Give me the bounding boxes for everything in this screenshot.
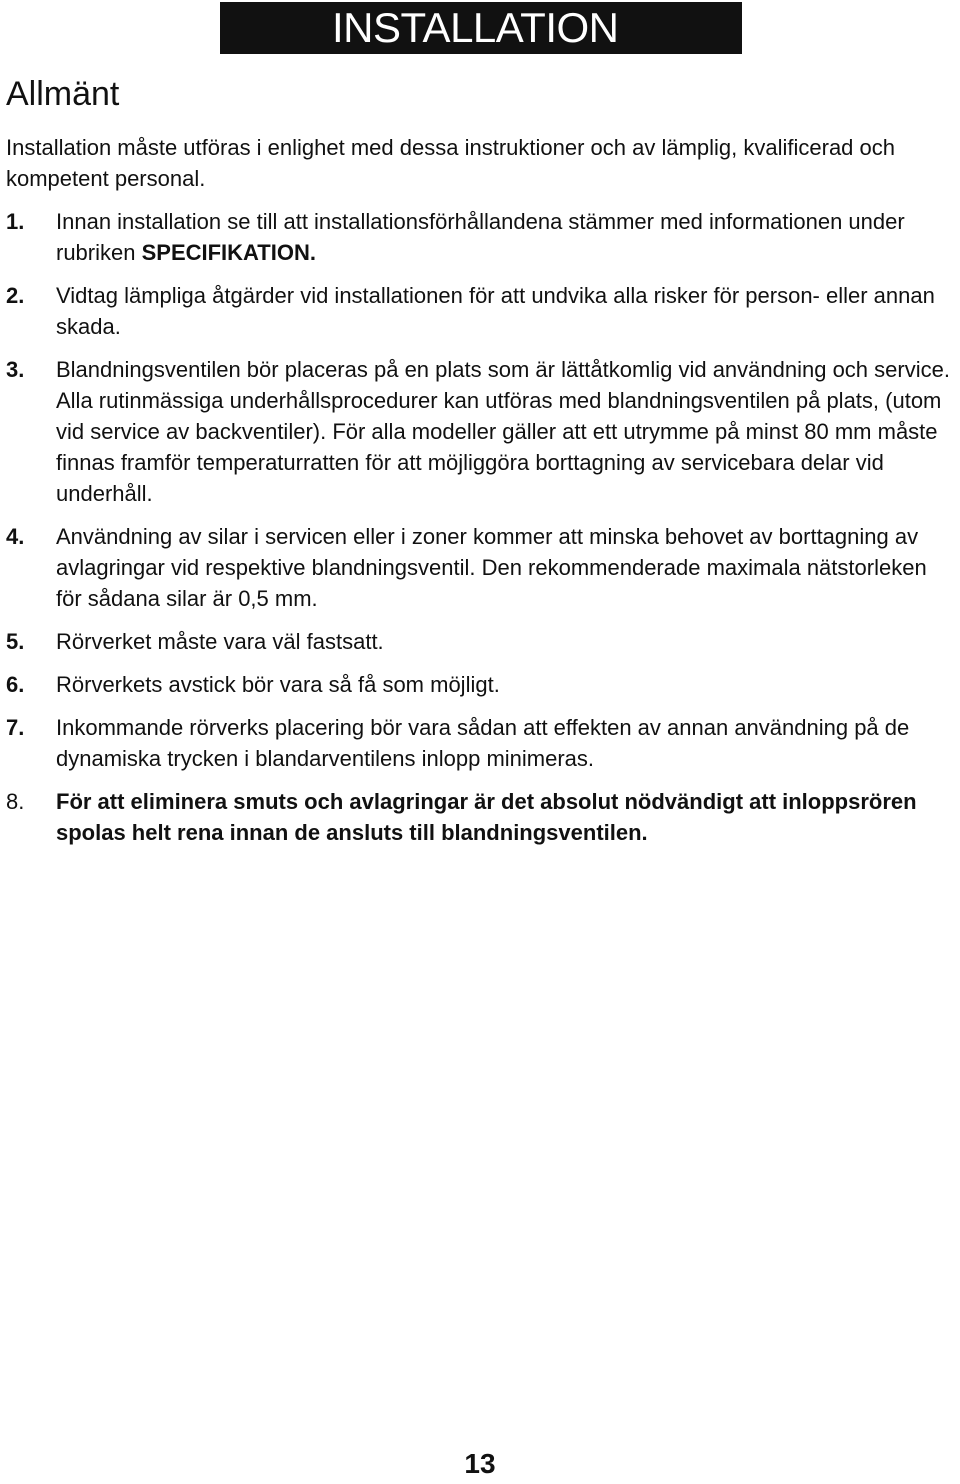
list-item <box>6 669 956 700</box>
item-number: 5. <box>6 629 25 654</box>
item-number: 7. <box>6 715 25 740</box>
page-number: 13 <box>464 1448 496 1479</box>
section-heading: Allmänt <box>6 75 120 113</box>
item-number: 1. <box>6 209 25 234</box>
item-bold-term: SPECIFIKATION. <box>141 240 316 265</box>
item-text-lead: Innan installation se till att installationsförhållandena stämmer med informationen under rubriken <box>56 209 905 265</box>
list-item <box>6 786 956 848</box>
item-text: Användning av silar i servicen eller i zoner kommer att minska behovet av borttagning av avlagringar vid respektive blandningsventil. Den rekommenderade maximala nätstorleken för sådana silar är 0,5 mm. <box>56 524 927 611</box>
item-text-emphasized: För att eliminera smuts och avlagringar är det absolut nödvändigt att inloppsrören spolas helt rena innan de ansluts till blandningsventilen. <box>56 789 917 845</box>
header-title: INSTALLATION <box>332 4 619 51</box>
list-item <box>6 521 956 614</box>
item-text: Blandningsventilen bör placeras på en plats som är lättåtkomlig vid användning och service. Alla rutinmässiga underhållsprocedurer kan utföras med blandningsventilen på plats, (utom vid service av backventiler). För alla modeller gäller att ett utrymme på minst 80 mm måste finnas framför temperaturratten för att möjliggöra borttagning av servicebara delar vid underhåll. <box>56 357 950 506</box>
item-text <box>56 209 905 265</box>
intro-paragraph: Installation måste utföras i enlighet med dessa instruktioner och av lämplig, kvalificerad och kompetent personal. <box>6 135 896 191</box>
list-item <box>6 354 956 509</box>
item-number: 6. <box>6 672 25 697</box>
item-number: 4. <box>6 524 25 549</box>
list-item <box>6 712 956 774</box>
header-title-bar <box>220 2 742 54</box>
list-item <box>6 206 956 268</box>
document-body <box>6 132 956 860</box>
item-text: Inkommande rörverks placering bör vara sådan att effekten av annan användning på de dynamiska trycken i blandarventilens inlopp minimeras. <box>56 715 910 771</box>
list-item <box>6 280 956 342</box>
item-text: Rörverket måste vara väl fastsatt. <box>56 629 384 654</box>
item-number: 3. <box>6 357 25 382</box>
item-text: Rörverkets avstick bör vara så få som möjligt. <box>56 672 500 697</box>
list-item <box>6 626 956 657</box>
item-text: Vidtag lämpliga åtgärder vid installationen för att undvika alla risker för person- eller annan skada. <box>56 283 935 339</box>
item-number: 2. <box>6 283 25 308</box>
item-number: 8. <box>6 789 25 814</box>
